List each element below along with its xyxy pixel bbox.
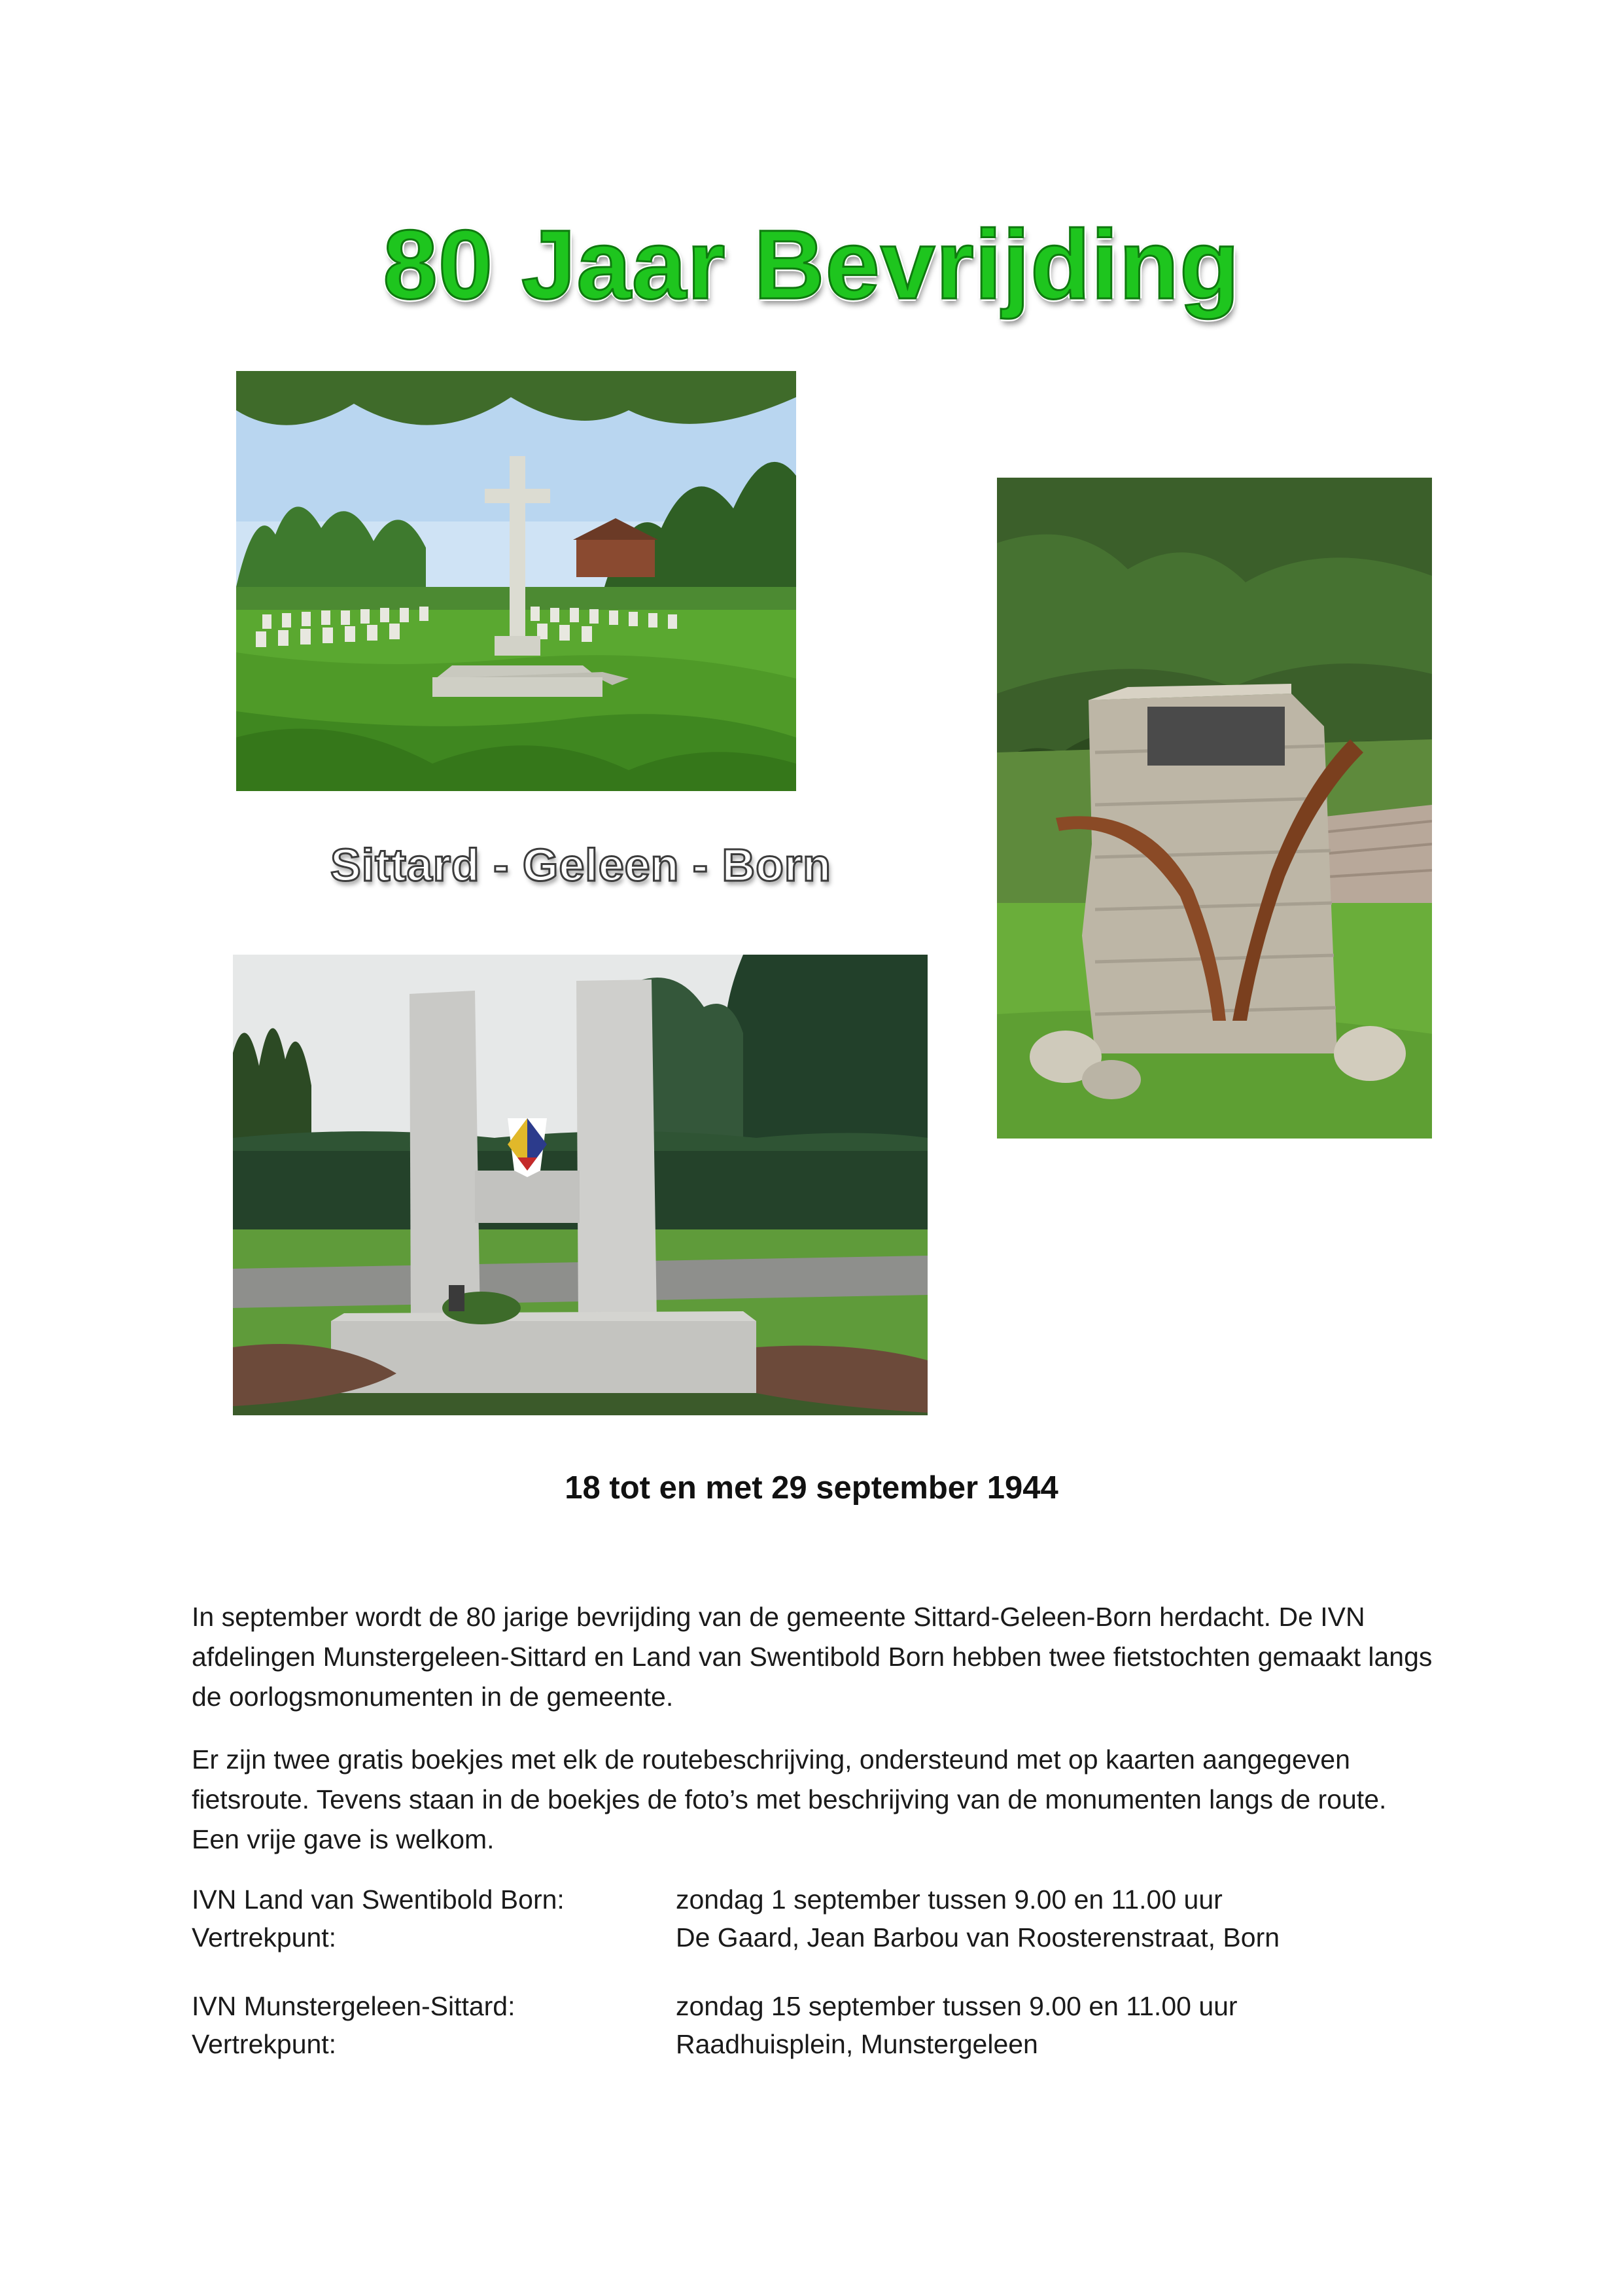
stone-monument-photo bbox=[997, 478, 1432, 1139]
schedule-2-label: IVN Munstergeleen-Sittard: bbox=[192, 1991, 515, 2021]
page-title: 80 Jaar Bevrijding bbox=[383, 209, 1240, 319]
schedule-1-value: zondag 1 september tussen 9.00 en 11.00 uur bbox=[676, 1884, 1223, 1915]
schedule-2-start-value: Raadhuisplein, Munstergeleen bbox=[676, 2029, 1038, 2059]
schedule-1-start-value: De Gaard, Jean Barbou van Roosterenstraat, Born bbox=[676, 1922, 1280, 1952]
war-cemetery-cross-photo bbox=[236, 371, 796, 791]
booklet-paragraph: Er zijn twee gratis boekjes met elk de routebeschrijving, ondersteund met op kaarten aangegeven fietsroute. Tevens staan in de boekjes de foto’s met beschrijving van de monumenten langs de route. Een vrije gave is welkom. bbox=[192, 1744, 1387, 1854]
date-heading: 18 tot en met 29 september 1944 bbox=[565, 1470, 1058, 1506]
intro-paragraph: In september wordt de 80 jarige bevrijding van de gemeente Sittard-Geleen-Born herdacht. De IVN afdelingen Munstergeleen-Sittard en Land van Swentibold Born hebben twee fietstochten gemaakt langs de oorlogsmonumenten in de gemeente. bbox=[192, 1602, 1433, 1712]
h-shaped-monument-photo bbox=[233, 955, 928, 1415]
schedule-2-value: zondag 15 september tussen 9.00 en 11.00 uur bbox=[676, 1991, 1238, 2021]
schedule-2-start-label: Vertrekpunt: bbox=[192, 2029, 337, 2059]
schedule-1-start-label: Vertrekpunt: bbox=[192, 1922, 337, 1952]
schedule-1-label: IVN Land van Swentibold Born: bbox=[192, 1884, 565, 1915]
subtitle: Sittard - Geleen - Born bbox=[330, 839, 831, 891]
